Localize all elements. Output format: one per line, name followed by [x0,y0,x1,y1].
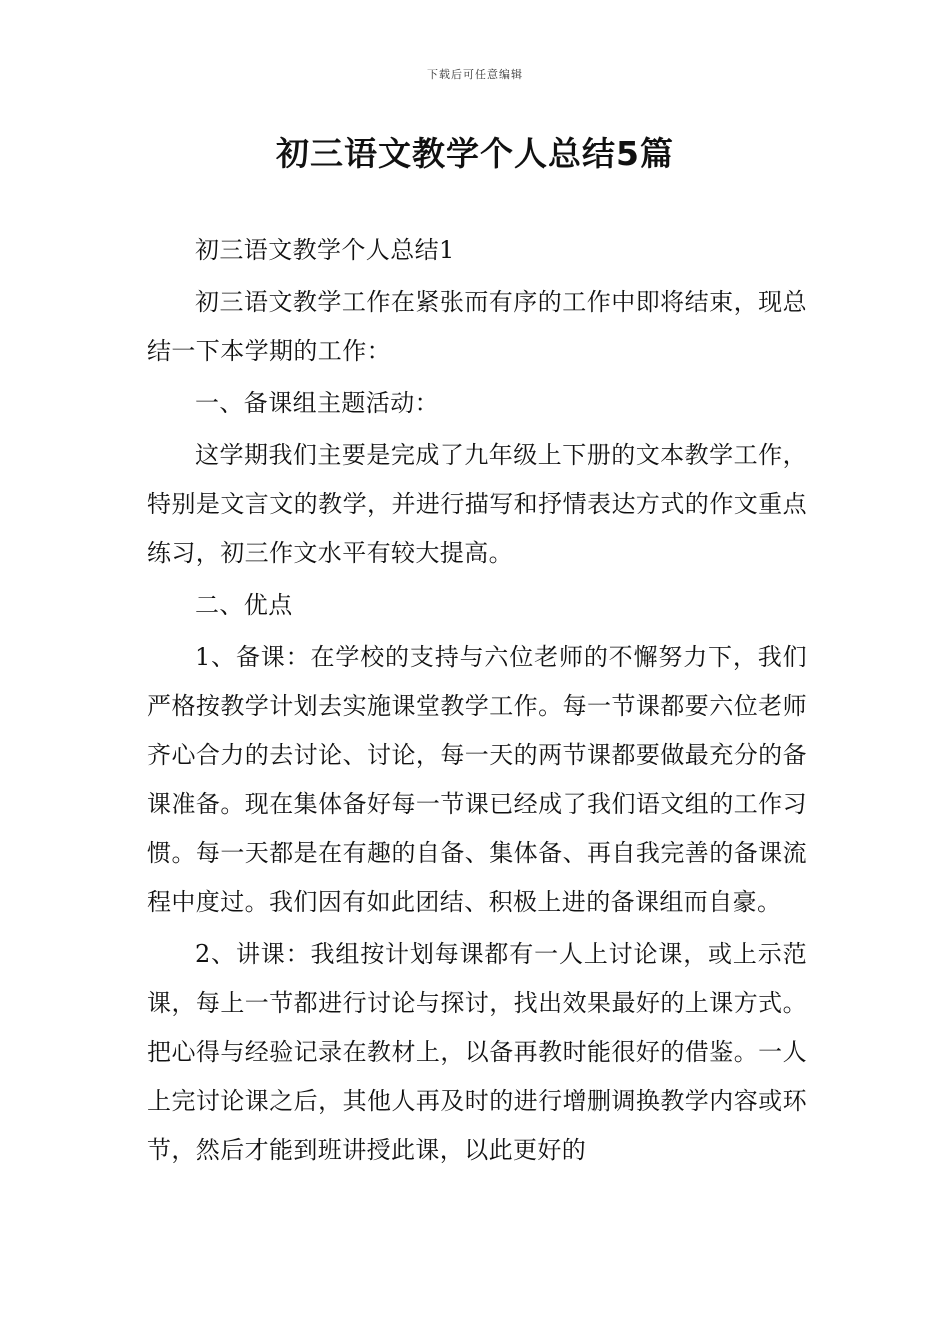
paragraph: 初三语文教学工作在紧张而有序的工作中即将结束，现总结一下本学期的工作： [147,288,807,365]
document-body [147,226,807,1178]
document-title: 初三语文教学个人总结5篇 [276,134,674,173]
paragraph: 2、讲课：我组按计划每课都有一人上讨论课，或上示范课，每上一节都进行讨论与探讨，找出效果最好的上课方式。把心得与经验记录在教材上，以备再教时能很好的借鉴。一人上完讨论课之后，其他人再及时的进行增删调换教学内容或环节，然后才能到班讲授此课，以此更好的 [147,940,807,1164]
section-heading: 初三语文教学个人总结1 [195,236,455,264]
section-heading: 一、备课组主题活动： [195,389,439,417]
section-heading: 二、优点 [195,591,293,619]
header-note: 下载后可任意编辑 [427,68,523,81]
paragraph: 1、备课：在学校的支持与六位老师的不懈努力下，我们严格按教学计划去实施课堂教学工作。每一节课都要六位老师齐心合力的去讨论、讨论，每一天的两节课都要做最充分的备课准备。现在集体备好每一节课已经成了我们语文组的工作习惯。每一天都是在有趣的自备、集体备、再自我完善的备课流程中度过。我们因有如此团结、积极上进的备课组而自豪。 [147,643,807,916]
paragraph: 这学期我们主要是完成了九年级上下册的文本教学工作，特别是文言文的教学，并进行描写和抒情表达方式的作文重点练习，初三作文水平有较大提高。 [147,441,807,567]
